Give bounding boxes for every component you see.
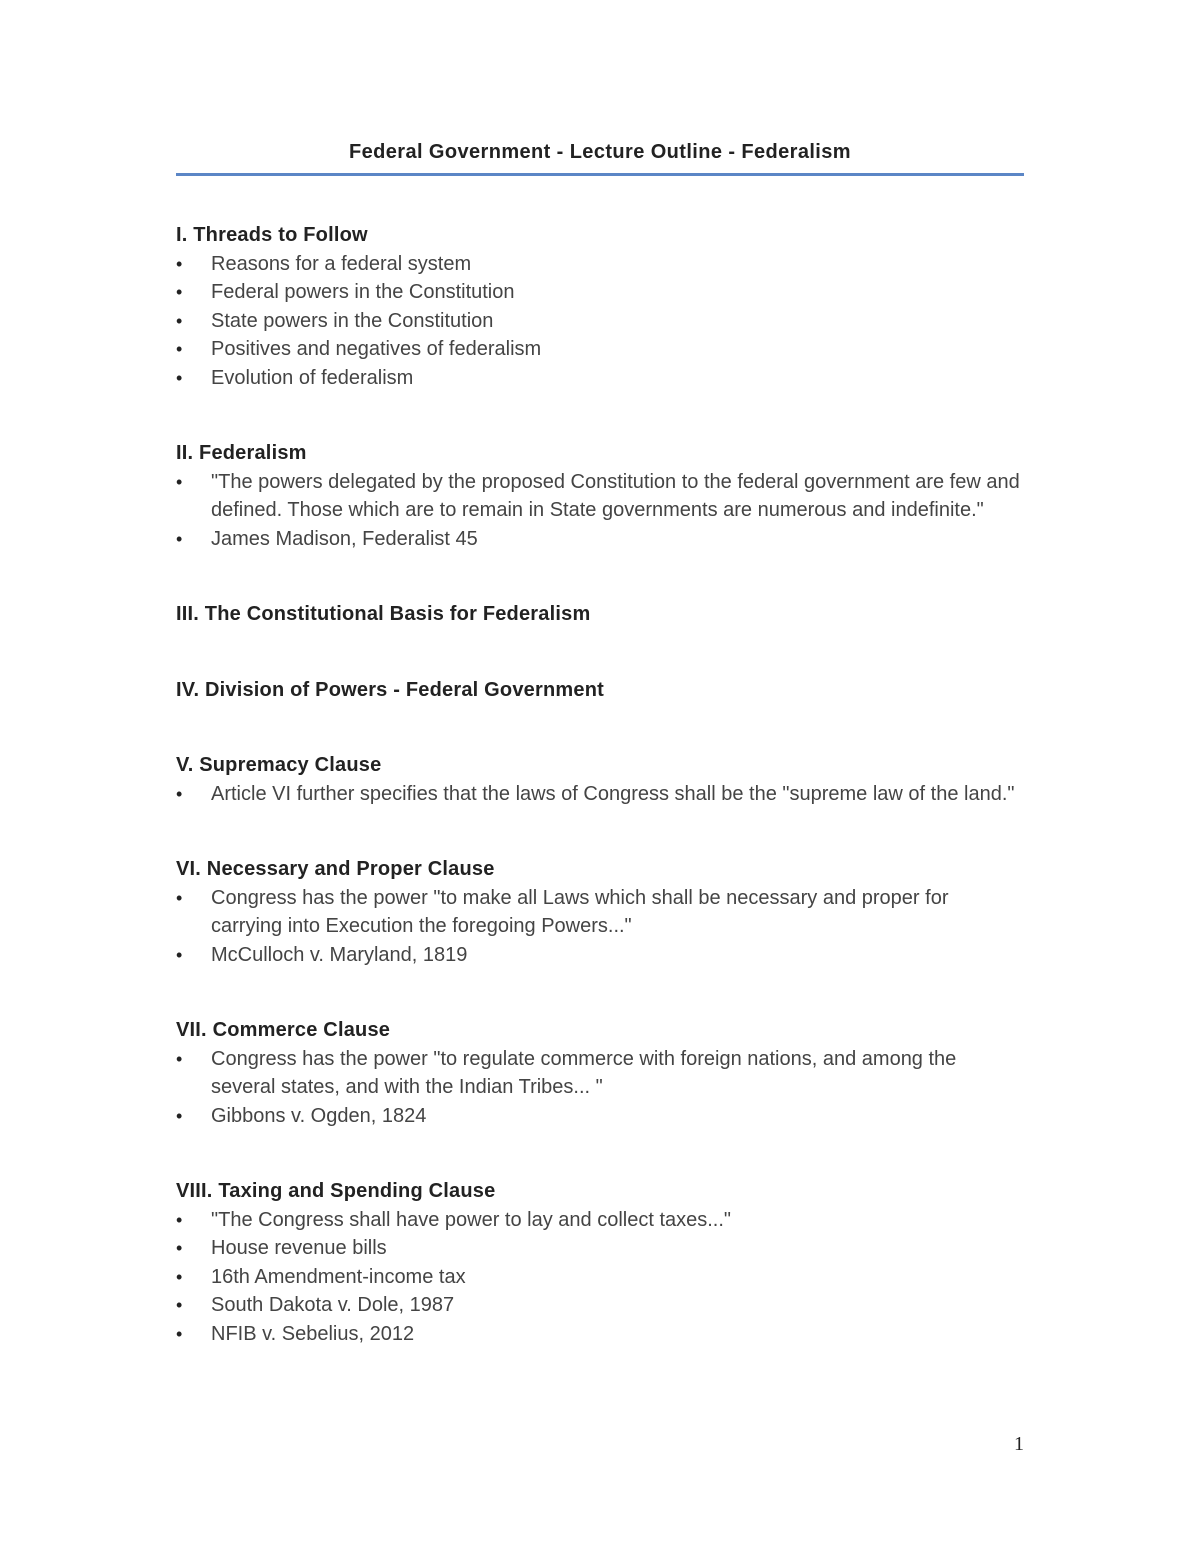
bullet-icon: • [176,1105,183,1126]
bullet-list [176,884,1024,970]
bullet-icon: • [176,783,183,804]
section-division-of-powers [176,676,1024,705]
page-number: 1 [1014,1433,1024,1455]
document-page [176,0,1024,1553]
section-spacer [176,704,1024,751]
section-spacer [176,1130,1024,1177]
section-spacer [176,553,1024,600]
section-heading: VI. Necessary and Proper Clause [176,858,495,880]
section-spacer [176,808,1024,855]
bullet-icon: • [176,1209,183,1230]
section-spacer [176,629,1024,676]
document-title: Federal Government - Lecture Outline - Federalism [349,141,851,163]
section-heading: I. Threads to Follow [176,224,368,246]
section-constitutional-basis [176,600,1024,629]
list-item-text: "The Congress shall have power to lay and collect taxes..." [211,1208,732,1231]
list-item [176,250,1024,279]
list-item [176,884,1024,941]
list-item [176,278,1024,307]
section-heading: II. Federalism [176,442,307,464]
list-item-text: Congress has the power "to regulate commerce with foreign nations, and among the several states, and with the Indian Tribes... " [211,1047,957,1098]
section-heading: III. The Constitutional Basis for Federalism [176,603,591,625]
list-item [176,1102,1024,1131]
list-item [176,1263,1024,1292]
list-item [176,1320,1024,1349]
list-item-text: McCulloch v. Maryland, 1819 [211,943,468,966]
section-necessary-and-proper-clause [176,855,1024,969]
list-item-text: South Dakota v. Dole, 1987 [211,1294,455,1316]
list-item [176,335,1024,364]
list-item [176,468,1024,525]
section-heading: IV. Division of Powers - Federal Government [176,678,604,701]
bullet-list [176,250,1024,393]
bullet-icon: • [176,1295,183,1315]
bullet-icon: • [176,528,183,549]
list-item-text: Reasons for a federal system [211,252,472,275]
section-heading: VIII. Taxing and Spending Clause [176,1180,496,1202]
bullet-icon: • [176,253,183,274]
bullet-icon: • [176,1323,183,1344]
bullet-list [176,1045,1024,1131]
section-federalism [176,439,1024,553]
list-item [176,941,1024,970]
section-taxing-and-spending-clause [176,1177,1024,1348]
section-commerce-clause [176,1016,1024,1130]
list-item [176,1045,1024,1102]
list-item [176,1291,1024,1320]
list-item-text: Federal powers in the Constitution [211,281,515,303]
list-item [176,307,1024,336]
list-item [176,525,1024,554]
list-item [176,1234,1024,1263]
list-item [176,1206,1024,1235]
list-item-text: House revenue bills [211,1237,387,1259]
bullet-icon: • [176,339,183,359]
bullet-list [176,780,1024,809]
bullet-list [176,1206,1024,1349]
bullet-icon: • [176,471,183,492]
list-item-text: State powers in the Constitution [211,309,494,332]
bullet-list [176,468,1024,554]
list-item-text: 16th Amendment-income tax [211,1265,466,1288]
section-spacer [176,969,1024,1016]
list-item [176,364,1024,393]
list-item-text: Evolution of federalism [211,366,414,389]
bullet-icon: • [176,944,183,965]
list-item [176,780,1024,809]
section-heading: VII. Commerce Clause [176,1019,391,1041]
bullet-icon: • [176,367,183,388]
bullet-icon: • [176,1048,183,1069]
list-item-text: "The powers delegated by the proposed Constitution to the federal government are few and defined. Those which are to remain in State governments are numerous and indefinite." [211,470,1020,521]
section-threads-to-follow [176,221,1024,392]
title-divider [176,173,1024,176]
list-item-text: Article VI further specifies that the laws of Congress shall be the "supreme law of the land." [211,782,1015,805]
list-item-text: NFIB v. Sebelius, 2012 [211,1322,415,1345]
bullet-icon: • [176,887,183,908]
bullet-icon: • [176,282,183,302]
bullet-icon: • [176,1238,183,1258]
section-heading: V. Supremacy Clause [176,754,382,776]
section-supremacy-clause [176,751,1024,808]
outline-sections [176,221,1024,1348]
list-item-text: Positives and negatives of federalism [211,338,542,360]
section-spacer [176,392,1024,439]
bullet-icon: • [176,1266,183,1287]
list-item-text: James Madison, Federalist 45 [211,527,478,550]
list-item-text: Congress has the power "to make all Laws which shall be necessary and proper for carrying into Execution the foregoing Powers..." [211,886,949,937]
list-item-text: Gibbons v. Ogden, 1824 [211,1104,427,1127]
bullet-icon: • [176,310,183,331]
